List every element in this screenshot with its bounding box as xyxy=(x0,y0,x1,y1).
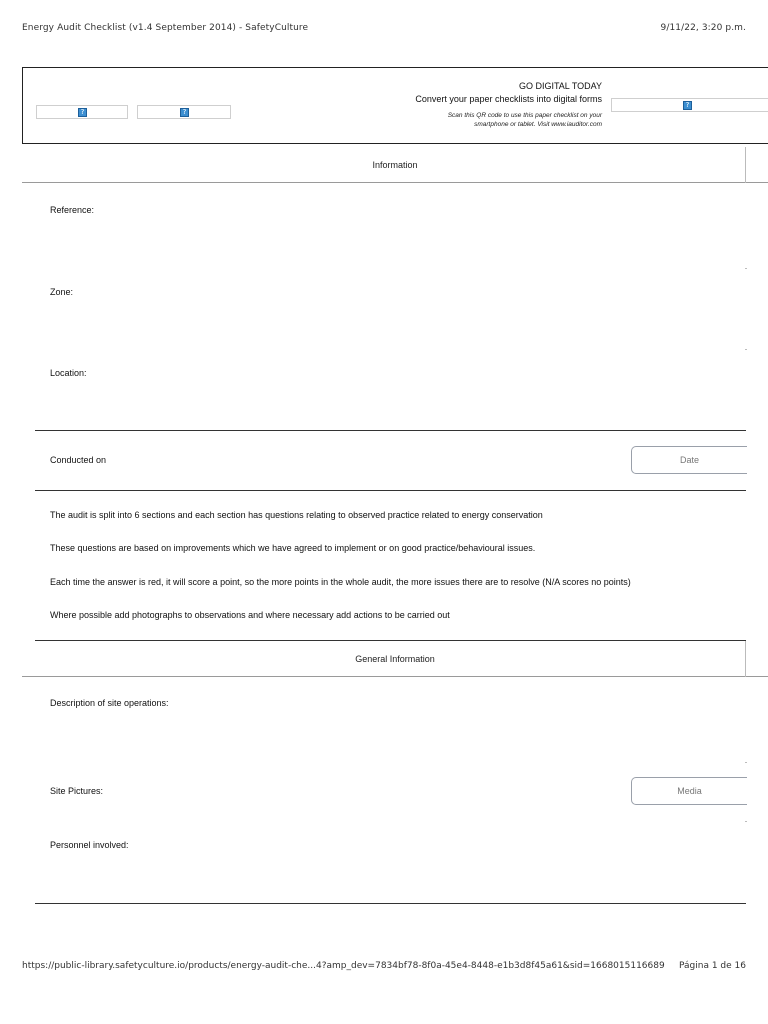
field-tick xyxy=(745,821,747,822)
print-footer-url[interactable]: https://public-library.safetyculture.io/products/energy-audit-che...4?amp_dev=7834bf78-8f0a-45e4-8448-e1b3d8f45a61&sid=1668015116689 xyxy=(22,961,665,971)
section-header-information xyxy=(22,147,768,183)
field-tick xyxy=(745,268,747,269)
print-footer-page: Página 1 de 16 xyxy=(679,961,746,971)
conducted-on-label: Conducted on xyxy=(50,455,107,465)
date-button[interactable]: Date xyxy=(631,446,747,474)
intro-line-2: These questions are based on improvements which we have agreed to implement or on good practice/behavioural issues. xyxy=(50,543,536,553)
intro-line-3: Each time the answer is red, it will score a point, so the more points in the whole audit, the more issues there are to resolve (N/A scores no points) xyxy=(50,577,631,587)
qr-image-icon: ? xyxy=(683,101,692,110)
go-digital-title: GO DIGITAL TODAY xyxy=(518,81,602,91)
qr-code-box-1 xyxy=(36,105,128,119)
qr-code-box-3 xyxy=(611,98,768,112)
section-title: Information xyxy=(372,160,418,170)
section-title: General Information xyxy=(355,654,435,664)
site-pictures-label: Site Pictures: xyxy=(50,786,104,796)
print-header-title: Energy Audit Checklist (v1.4 September 2014) - SafetyCulture xyxy=(22,23,309,33)
go-digital-note-line1: Scan this QR code to use this paper checklist on your xyxy=(447,112,602,119)
section-edge xyxy=(745,147,746,183)
go-digital-note xyxy=(402,111,602,129)
description-label: Description of site operations: xyxy=(50,698,169,708)
go-digital-note-line2: smartphone or tablet. Visit www.iauditor.com xyxy=(474,121,602,128)
reference-label: Reference: xyxy=(50,205,95,215)
field-tick xyxy=(745,762,747,763)
qr-image-icon: ? xyxy=(180,108,189,117)
intro-line-4: Where possible add photographs to observations and where necessary add actions to be carried out xyxy=(50,610,450,620)
divider xyxy=(35,430,746,431)
go-digital-banner xyxy=(22,67,768,144)
field-tick xyxy=(745,349,747,350)
divider xyxy=(35,903,746,904)
zone-label: Zone: xyxy=(50,287,74,297)
go-digital-subtitle: Convert your paper checklists into digital forms xyxy=(415,94,602,104)
divider xyxy=(35,490,746,491)
qr-image-icon: ? xyxy=(78,108,87,117)
print-header-datetime: 9/11/22, 3:20 p.m. xyxy=(660,23,746,33)
media-button[interactable]: Media xyxy=(631,777,747,805)
intro-line-1: The audit is split into 6 sections and each section has questions relating to observed practice related to energy conservation xyxy=(50,510,543,520)
personnel-label: Personnel involved: xyxy=(50,840,129,850)
section-header-general-information xyxy=(22,641,768,677)
section-edge xyxy=(745,641,746,677)
location-label: Location: xyxy=(50,368,87,378)
qr-code-box-2 xyxy=(137,105,231,119)
